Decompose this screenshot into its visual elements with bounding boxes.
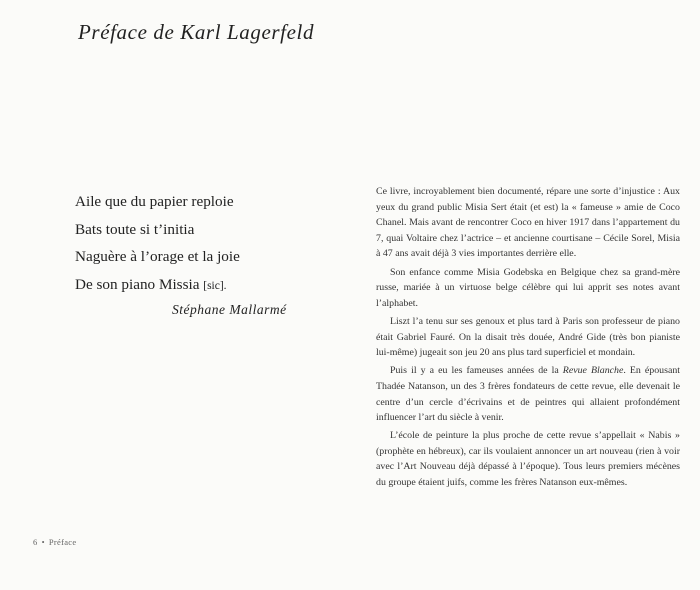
paragraph: Ce livre, incroyablement bien documenté, répare une sorte d’injustice : Aux yeux du grand public Misia Sert était (et est) la « fameuse » amie de Coco Chanel. Mais avant de rencontrer Coco en hiver 1917 dans l’appartement du 7, quai Voltaire chez l’actrice – et ancienne courtisane – Cécile Sorel, Misia à 47 ans avait déjà 3 vies importantes derrière elle. <box>376 186 680 260</box>
poem-line-text: De son piano Missia <box>75 275 204 293</box>
paragraph: L’école de peinture la plus proche de cette revue s’appellait « Nabis » (prophète en hébreux), car ils voulaient annoncer un art nouveau (rien à voir avec l’Art Nouveau déjà dépassé à l’époque). Tous leurs premiers mécènes du groupe étaient juifs, comme les frères Natanson eux-mêmes. <box>376 430 680 489</box>
paragraph-text: Puis il y a eu les fameuses années de la <box>390 365 563 377</box>
poem-author: Stéphane Mallarmé <box>172 302 287 317</box>
poem-line: Aile que du papier reploie <box>75 193 234 210</box>
footer-separator: • <box>41 537 45 547</box>
page-title: Préface de Karl Lagerfeld <box>78 20 315 44</box>
section-name: Préface <box>48 537 77 547</box>
poem-line: Bats toute si t’initia <box>75 220 195 238</box>
poem <box>75 188 315 300</box>
page-number: 6 <box>33 537 38 547</box>
body-text <box>376 184 680 493</box>
poem-line: Naguère à l’orage et la joie <box>75 248 240 265</box>
paragraph <box>376 363 680 425</box>
page-footer <box>33 537 76 547</box>
poem-line <box>75 271 315 301</box>
poem-sic: [sic]. <box>203 279 227 292</box>
publication-title: Revue Blanche <box>562 365 624 377</box>
paragraph-text: . En épousant Thadée Natanson, un des 3 frères fondateurs de cette revue, elle devenait le centre d’un cercle d’écrivains et de peintres qui allaient profondément influencer l’art du siècle à venir. <box>376 365 681 424</box>
paragraph: Liszt l’a tenu sur ses genoux et plus tard à Paris son professeur de piano était Gabriel Fauré. On la disait très douée, André Gide (très bon pianiste lui-même) jugeait son jeu 20 ans plus tard superficiel et mondain. <box>376 315 680 359</box>
paragraph: Son enfance comme Misia Godebska en Belgique chez sa grand-mère russe, mariée à un virtuose belge célèbre qui lui apprit ses notes avant l’alphabet. <box>376 266 680 309</box>
